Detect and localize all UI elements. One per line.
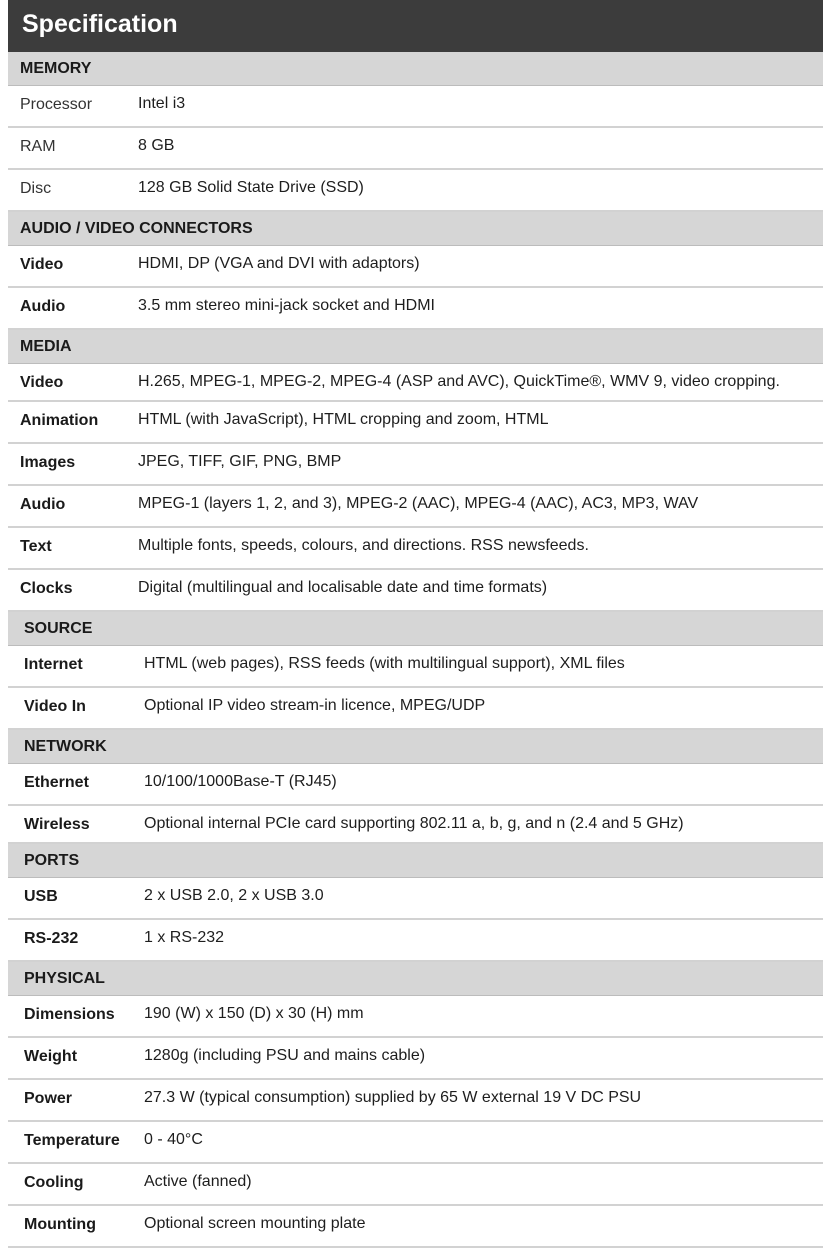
- spec-value: HTML (web pages), RSS feeds (with multilingual support), XML files: [144, 655, 625, 672]
- spec-label: Video: [20, 374, 64, 391]
- spec-value: HTML (with JavaScript), HTML cropping and zoom, HTML: [138, 411, 549, 428]
- spec-row: [8, 806, 823, 844]
- spec-label: Video In: [24, 698, 86, 715]
- spec-label: Wireless: [24, 816, 90, 833]
- section-heading: PORTS: [24, 852, 80, 869]
- section-header: [8, 844, 823, 878]
- spec-value: 128 GB Solid State Drive (SSD): [138, 179, 364, 196]
- spec-section-audio-video-connectors: [8, 212, 823, 330]
- page-title: Specification: [22, 10, 178, 38]
- spec-value: 1 x RS-232: [144, 929, 225, 946]
- section-header: [8, 962, 823, 996]
- spec-row: [8, 170, 823, 212]
- spec-section-network: [8, 730, 823, 844]
- spec-label: Audio: [20, 496, 66, 513]
- section-heading: SOURCE: [24, 620, 93, 637]
- spec-value: Intel i3: [138, 95, 186, 112]
- spec-label: RAM: [20, 138, 56, 155]
- spec-section-source: [8, 612, 823, 730]
- spec-value: Multiple fonts, speeds, colours, and directions. RSS newsfeeds.: [138, 537, 589, 554]
- spec-row: [8, 288, 823, 330]
- section-header: [8, 612, 823, 646]
- spec-label: Video: [20, 256, 64, 273]
- spec-section-physical: [8, 962, 823, 1248]
- spec-label: Temperature: [24, 1132, 120, 1149]
- spec-value: 1280g (including PSU and mains cable): [144, 1047, 426, 1064]
- spec-label: Text: [20, 538, 52, 555]
- section-heading: MEDIA: [20, 338, 72, 355]
- spec-value: 8 GB: [138, 137, 175, 154]
- section-header: [8, 330, 823, 364]
- spec-value: Optional IP video stream-in licence, MPEG/UDP: [144, 697, 486, 714]
- spec-row: [8, 570, 823, 612]
- spec-row: [8, 920, 823, 962]
- spec-value: Active (fanned): [144, 1173, 252, 1190]
- section-header: [8, 212, 823, 246]
- spec-label: Processor: [20, 96, 93, 113]
- spec-label: Internet: [24, 656, 83, 673]
- spec-label: Dimensions: [24, 1006, 115, 1023]
- spec-label: Ethernet: [24, 774, 89, 791]
- title-bar: [8, 0, 823, 52]
- section-heading: AUDIO / VIDEO CONNECTORS: [20, 220, 253, 237]
- spec-label: USB: [24, 888, 58, 905]
- section-header: [8, 730, 823, 764]
- spec-value: JPEG, TIFF, GIF, PNG, BMP: [138, 453, 342, 470]
- section-header: [8, 52, 823, 86]
- spec-value: 0 - 40°C: [144, 1131, 203, 1148]
- spec-row: [8, 688, 823, 730]
- section-heading: MEMORY: [20, 60, 92, 77]
- spec-section-memory: [8, 52, 823, 212]
- spec-label: Weight: [24, 1048, 78, 1065]
- section-heading: NETWORK: [24, 738, 107, 755]
- spec-section-ports: [8, 844, 823, 962]
- spec-value: Digital (multilingual and localisable date and time formats): [138, 579, 548, 596]
- spec-value: HDMI, DP (VGA and DVI with adaptors): [138, 255, 420, 272]
- spec-label: Mounting: [24, 1216, 96, 1233]
- spec-value: 10/100/1000Base-T (RJ45): [144, 773, 337, 790]
- spec-table: [8, 52, 823, 1248]
- spec-label: Audio: [20, 298, 66, 315]
- spec-label: Animation: [20, 412, 99, 429]
- spec-label: Power: [24, 1090, 73, 1107]
- spec-label: RS-232: [24, 930, 79, 947]
- section-heading: PHYSICAL: [24, 970, 105, 987]
- spec-label: Cooling: [24, 1174, 84, 1191]
- spec-value: H.265, MPEG-1, MPEG-2, MPEG-4 (ASP and AVC), QuickTime®, WMV 9, video cropping.: [138, 373, 780, 390]
- spec-label: Disc: [20, 180, 52, 197]
- spec-value: Optional screen mounting plate: [144, 1215, 366, 1232]
- spec-value: Optional internal PCIe card supporting 802.11 a, b, g, and n (2.4 and 5 GHz): [144, 815, 684, 832]
- spec-value: 2 x USB 2.0, 2 x USB 3.0: [144, 887, 324, 904]
- spec-value: 190 (W) x 150 (D) x 30 (H) mm: [144, 1005, 364, 1022]
- spec-section-media: [8, 330, 823, 612]
- spec-label: Images: [20, 454, 76, 471]
- spec-value: 3.5 mm stereo mini-jack socket and HDMI: [138, 297, 435, 314]
- spec-label: Clocks: [20, 580, 73, 597]
- spec-row: [8, 1206, 823, 1248]
- spec-value: 27.3 W (typical consumption) supplied by 65 W external 19 V DC PSU: [144, 1089, 642, 1106]
- spec-value: MPEG-1 (layers 1, 2, and 3), MPEG-2 (AAC), MPEG-4 (AAC), AC3, MP3, WAV: [138, 495, 699, 512]
